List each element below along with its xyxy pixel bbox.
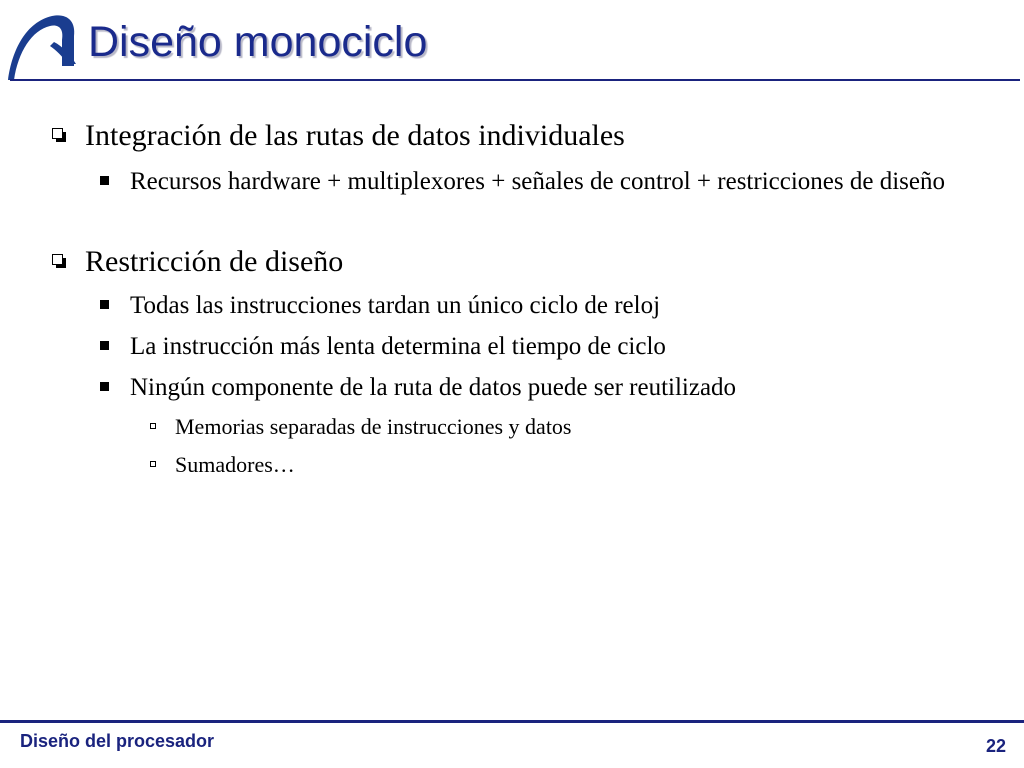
- square-bullet-icon: [100, 341, 109, 350]
- bullet-text: La instrucción más lenta determina el tiempo de ciclo: [130, 333, 666, 360]
- square-bullet-icon: [100, 382, 109, 391]
- bullet-text: Recursos hardware + multiplexores + señales de control + restricciones de diseño: [130, 168, 945, 195]
- university-logo-icon: [4, 10, 80, 82]
- footer-title: Diseño del procesador: [20, 731, 215, 751]
- bullet-text: Ningún componente de la ruta de datos puede ser reutilizado: [130, 374, 737, 401]
- page-number: 22: [985, 736, 1006, 756]
- footer-divider: [0, 720, 1024, 723]
- bullet-text: Sumadores…: [175, 452, 295, 477]
- checkbox-bullet-icon: [52, 254, 63, 265]
- bullet-text: Restricción de diseño: [85, 245, 344, 278]
- small-square-bullet-icon: [150, 423, 156, 429]
- bullet-text: Memorias separadas de instrucciones y datos: [175, 414, 572, 439]
- slide-title: Diseño monociclo: [88, 18, 428, 66]
- bullet-text: Integración de las rutas de datos individuales: [85, 119, 625, 152]
- square-bullet-icon: [100, 176, 109, 185]
- title-divider: [10, 79, 1020, 81]
- checkbox-bullet-icon: [52, 128, 63, 139]
- bullet-text: Todas las instrucciones tardan un único ciclo de reloj: [130, 292, 661, 319]
- small-square-bullet-icon: [150, 461, 156, 467]
- square-bullet-icon: [100, 300, 109, 309]
